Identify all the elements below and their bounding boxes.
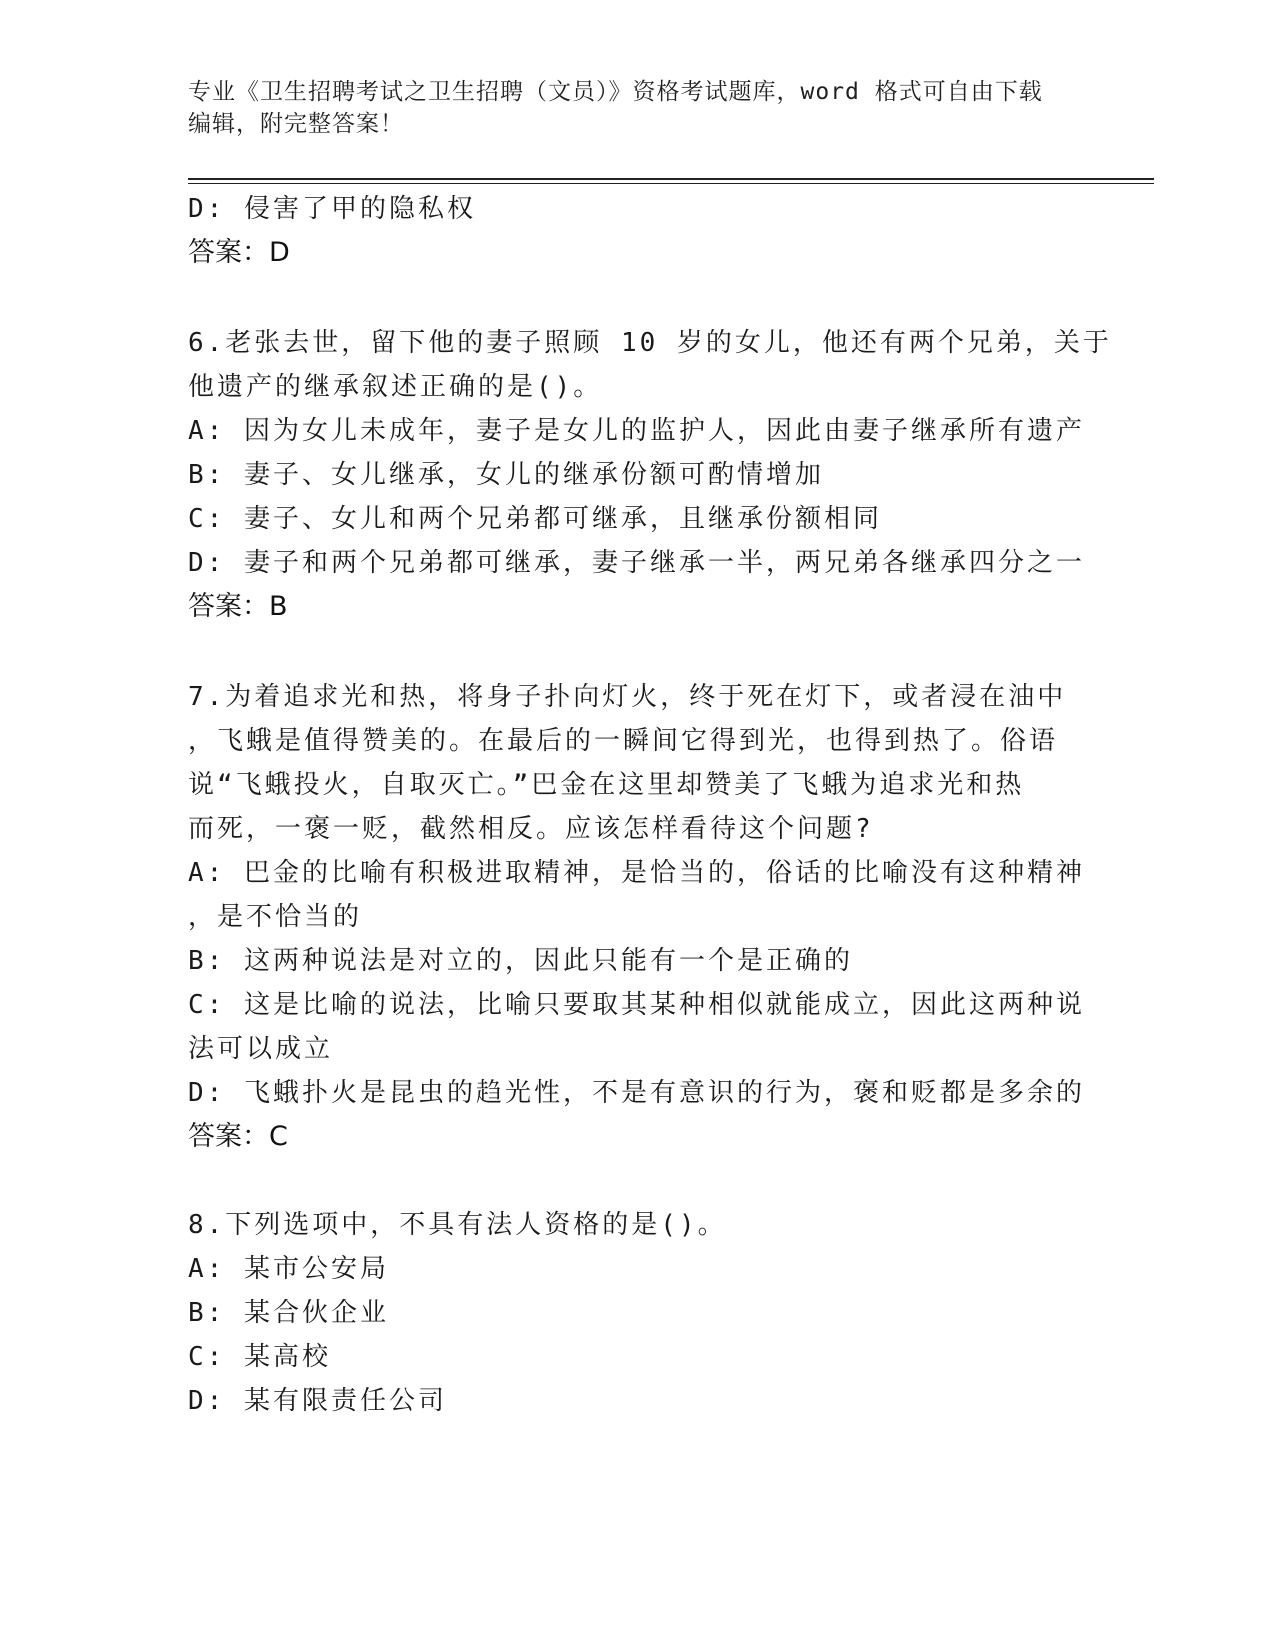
q6-option-d: D: 妻子和两个兄弟都可继承，妻子继承一半，两兄弟各继承四分之一	[188, 548, 1085, 578]
q8-stem: 8.下列选项中，不具有法人资格的是()。	[188, 1210, 727, 1240]
q7-option-a-line-2: ，是不恰当的	[188, 902, 363, 932]
page-header	[188, 76, 1088, 140]
q6-answer: 答案：B	[188, 591, 288, 622]
q6-stem-line-2: 他遗产的继承叙述正确的是()。	[188, 372, 603, 402]
q7-option-c-line-1: C: 这是比喻的说法，比喻只要取其某种相似就能成立，因此这两种说	[188, 990, 1085, 1020]
header-divider	[188, 178, 1154, 184]
q7-option-b: B: 这两种说法是对立的，因此只能有一个是正确的	[188, 946, 853, 976]
q7-option-d: D: 飞蛾扑火是昆虫的趋光性，不是有意识的行为，褒和贬都是多余的	[188, 1078, 1085, 1108]
header-line-2: 编辑，附完整答案！	[188, 111, 404, 137]
q8-option-a: A: 某市公安局	[188, 1254, 389, 1284]
q6-option-b: B: 妻子、女儿继承，女儿的继承份额可酌情增加	[188, 460, 824, 490]
header-line-1: 专业《卫生招聘考试之卫生招聘（文员）》资格考试题库，word 格式可自由下载	[188, 79, 1043, 105]
q8-option-d: D: 某有限责任公司	[188, 1386, 447, 1416]
q6-option-a: A: 因为女儿未成年，妻子是女儿的监护人，因此由妻子继承所有遗产	[188, 416, 1085, 446]
q6-option-c: C: 妻子、女儿和两个兄弟都可继承，且继承份额相同	[188, 504, 882, 534]
q7-option-a-line-1: A: 巴金的比喻有积极进取精神，是恰当的，俗话的比喻没有这种精神	[188, 858, 1085, 888]
q8-option-b: B: 某合伙企业	[188, 1298, 389, 1328]
q7-stem-line-2: ，飞蛾是值得赞美的。在最后的一瞬间它得到光，也得到热了。俗语	[188, 726, 1059, 756]
q7-answer: 答案：C	[188, 1121, 288, 1152]
q7-option-c-line-2: 法可以成立	[188, 1034, 334, 1064]
q5-option-d: D: 侵害了甲的隐私权	[188, 194, 476, 224]
q7-stem-line-4: 而死，一褒一贬，截然相反。应该怎样看待这个问题?	[188, 814, 874, 844]
q5-answer: 答案：D	[188, 237, 290, 268]
q7-stem-line-3: 说“飞蛾投火，自取灭亡。”巴金在这里却赞美了飞蛾为追求光和热	[188, 770, 1025, 800]
q8-option-c: C: 某高校	[188, 1342, 331, 1372]
q7-stem-line-1: 7.为着追求光和热，将身子扑向灯火，终于死在灯下，或者浸在油中	[188, 682, 1067, 712]
q6-stem-line-1: 6.老张去世，留下他的妻子照顾 10 岁的女儿，他还有两个兄弟，关于	[188, 328, 1112, 358]
